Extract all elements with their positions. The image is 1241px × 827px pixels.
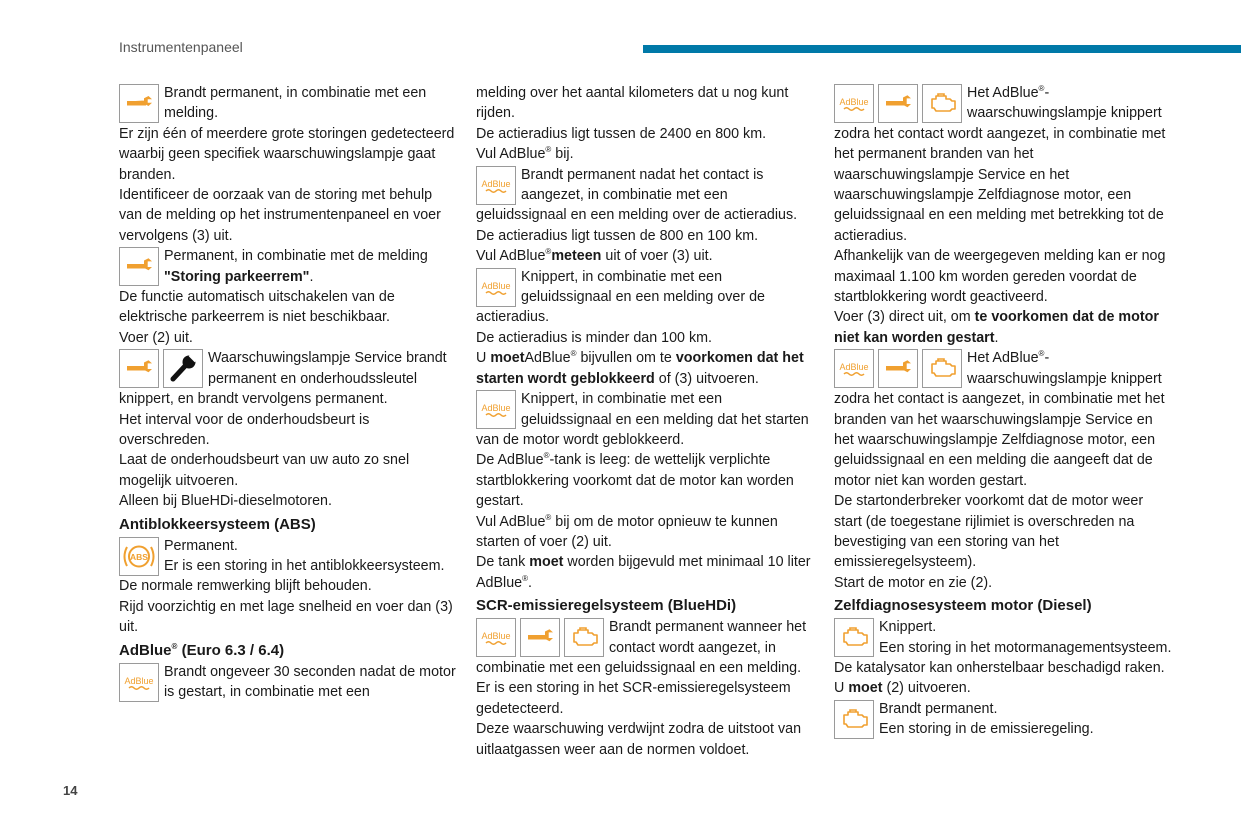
paragraph: Laat de onderhoudsbeurt van uw auto zo snel mogelijk uitvoeren. bbox=[119, 452, 410, 489]
adblue-icon-label: AdBlue bbox=[839, 362, 869, 373]
paragraph: Er is een storing in het SCR-emissieregelsysteem gedetecteerd. bbox=[476, 680, 791, 717]
wrench-icon bbox=[878, 349, 918, 388]
paragraph: De AdBlue®-tank is leeg: de wettelijk verplichte startblokkering voorkomt dat de motor kan worden gestart. bbox=[476, 451, 794, 510]
engine-icon bbox=[922, 349, 962, 388]
adblue-trio-text-1: Het AdBlue®-waarschuwingslampje knippert zodra het contact wordt aangezet, in combinatie met het permanent branden van het waarschuwingslampje Service en het waarschuwingslampje Zelfdiagnose motor, een geluidssignaal en een melding met betrekking tot de actieradius. bbox=[834, 84, 1166, 244]
paragraph: Start de motor en zie (2). bbox=[834, 574, 993, 591]
paragraph: De katalysator kan onherstelbaar beschadigd raken. bbox=[834, 659, 1165, 676]
adblue-icon-label: AdBlue bbox=[481, 280, 511, 291]
adblue-block-3 bbox=[476, 267, 816, 328]
engine-diag-block-2 bbox=[834, 699, 1174, 740]
section-heading-diagnosis: Zelfdiagnosesysteem motor (Diesel) bbox=[834, 597, 1092, 615]
scr-block bbox=[476, 617, 816, 678]
adblue-text-2: Brandt permanent nadat het contact is aangezet, in combinatie met een geluidssignaal en een melding over de actieradius. bbox=[476, 166, 798, 224]
section-heading-scr: SCR-emissieregelsysteem (BlueHDi) bbox=[476, 597, 737, 615]
page-number: 14 bbox=[63, 783, 78, 798]
service-text: Waarschuwingslampje Service brandt permanent en onderhoudssleutel knippert, en brandt vervolgens permanent. bbox=[119, 350, 447, 408]
paragraph: Vul AdBlue®meteen uit of voer (3) uit. bbox=[476, 247, 713, 265]
paragraph: Vul AdBlue® bij om de motor opnieuw te kunnen starten of voer (2) uit. bbox=[476, 512, 778, 550]
engine-diag-line-4: Een storing in de emissieregeling. bbox=[879, 721, 1094, 738]
service-spanner-icon bbox=[163, 349, 203, 388]
paragraph: Vul AdBlue® bij. bbox=[476, 145, 574, 163]
engine-diag-block-1 bbox=[834, 617, 1174, 658]
scr-text: Brandt permanent wanneer het contact wordt aangezet, in combinatie met een geluidssignaal en een melding. bbox=[476, 619, 807, 676]
wrench-warning-block bbox=[119, 83, 459, 124]
abs-line-1: Permanent. bbox=[164, 537, 238, 554]
adblue-icon-label: AdBlue bbox=[124, 675, 154, 686]
paragraph: De actieradius is minder dan 100 km. bbox=[476, 329, 713, 346]
paragraph: Rijd voorzichtig en met lage snelheid en voer dan (3) uit. bbox=[119, 598, 453, 636]
adblue-icon-label: AdBlue bbox=[481, 631, 511, 642]
wrench-icon bbox=[119, 349, 159, 388]
adblue-trio-block-2 bbox=[834, 348, 1174, 491]
parking-brake-text: Permanent, in combinatie met de melding "Storing parkeerrem". bbox=[164, 248, 428, 285]
abs-block bbox=[119, 536, 459, 577]
adblue-block-2 bbox=[476, 165, 816, 226]
wrench-icon bbox=[878, 84, 918, 123]
page-header-title: Instrumentenpaneel bbox=[119, 39, 243, 55]
paragraph: Alleen bij BlueHDi-dieselmotoren. bbox=[119, 493, 332, 510]
adblue-icon bbox=[476, 166, 516, 205]
paragraph: De actieradius ligt tussen de 800 en 100 km. bbox=[476, 227, 759, 244]
paragraph: Voer (3) direct uit, om te voorkomen dat de motor niet kan worden gestart. bbox=[834, 309, 1159, 346]
column-3 bbox=[834, 83, 1174, 740]
wrench-warning-text: Brandt permanent, in combinatie met een melding. bbox=[164, 85, 427, 122]
paragraph: De functie automatisch uitschakelen van de elektrische parkeerrem is niet beschikbaar. bbox=[119, 289, 395, 326]
adblue-icon-label: AdBlue bbox=[481, 403, 511, 414]
wrench-icon bbox=[520, 618, 560, 657]
adblue-icon bbox=[119, 663, 159, 702]
engine-icon bbox=[834, 700, 874, 739]
adblue-text-4: Knippert, in combinatie met een geluidssignaal en een melding dat het starten van de motor wordt geblokkeerd. bbox=[476, 391, 809, 448]
adblue-text-1: Brandt ongeveer 30 seconden nadat de motor is gestart, in combinatie met een bbox=[164, 663, 456, 700]
paragraph: De actieradius ligt tussen de 2400 en 800 km. bbox=[476, 125, 767, 142]
paragraph: Afhankelijk van de weergegeven melding kan er nog maximaal 1.100 km worden gereden voordat de startblokkering wordt geactiveerd. bbox=[834, 248, 1166, 306]
abs-icon-label: ABS bbox=[130, 551, 148, 562]
paragraph: De normale remwerking blijft behouden. bbox=[119, 578, 372, 595]
engine-diag-line-1: Knippert. bbox=[879, 619, 937, 636]
paragraph: melding over het aantal kilometers dat u nog kunt rijden. bbox=[476, 85, 789, 122]
engine-icon bbox=[922, 84, 962, 123]
adblue-block-4 bbox=[476, 389, 816, 450]
adblue-icon bbox=[834, 84, 874, 123]
adblue-icon bbox=[476, 618, 516, 657]
paragraph: Deze waarschuwing verdwijnt zodra de uitstoot van uitlaatgassen weer aan de normen voldoet. bbox=[476, 721, 802, 758]
paragraph: Het interval voor de onderhoudsbeurt is overschreden. bbox=[119, 411, 370, 448]
column-2 bbox=[476, 83, 816, 760]
abs-line-2: Er is een storing in het antiblokkeersysteem. bbox=[164, 557, 445, 574]
paragraph: De startonderbreker voorkomt dat de motor weer start (de toegestane rijlimiet is overschreden na bevestiging van een storing van het emissieregelsysteem). bbox=[834, 493, 1144, 571]
paragraph: U moetAdBlue® bijvullen om te voorkomen dat het starten wordt geblokkeerd of (3) uitvoeren. bbox=[476, 349, 804, 387]
service-block bbox=[119, 348, 459, 409]
adblue-trio-block-1 bbox=[834, 83, 1174, 246]
section-heading-abs: Antiblokkeersysteem (ABS) bbox=[119, 515, 316, 533]
paragraph: Identificeer de oorzaak van de storing met behulp van de melding op het instrumentenpaneel en voer vervolgens (3) uit. bbox=[119, 187, 441, 244]
paragraph: Er zijn één of meerdere grote storingen gedetecteerd waarbij geen specifiek waarschuwingslampje gaat branden. bbox=[119, 125, 455, 183]
engine-icon bbox=[834, 618, 874, 657]
paragraph: De tank moet worden bijgevuld met minimaal 10 liter AdBlue®. bbox=[476, 554, 811, 591]
paragraph: U moet (2) uitvoeren. bbox=[834, 680, 971, 697]
engine-icon bbox=[564, 618, 604, 657]
parking-brake-block bbox=[119, 246, 459, 287]
adblue-icon bbox=[476, 268, 516, 307]
header-accent-bar bbox=[643, 45, 1241, 53]
engine-diag-line-3: Brandt permanent. bbox=[879, 700, 998, 717]
engine-diag-line-2: Een storing in het motormanagementsysteem. bbox=[879, 639, 1172, 656]
wrench-icon bbox=[119, 84, 159, 123]
abs-icon bbox=[119, 537, 159, 576]
wrench-icon bbox=[119, 247, 159, 286]
adblue-icon-label: AdBlue bbox=[839, 97, 869, 107]
adblue-text-3: Knippert, in combinatie met een geluidssignaal en een melding over de actieradius. bbox=[476, 268, 766, 326]
adblue-icon bbox=[476, 390, 516, 429]
adblue-icon bbox=[834, 349, 874, 388]
adblue-icon-label: AdBlue bbox=[481, 178, 511, 189]
adblue-trio-text-2: Het AdBlue®-waarschuwingslampje knippert zodra het contact is aangezet, in combinatie met het branden van het waarschuwingslampje Service en het waarschuwingslampje Zelfdiagnose motor, een geluidssignaal en een melding die aangeeft dat de motor niet kan worden gestart. bbox=[834, 349, 1165, 489]
column-1 bbox=[119, 83, 459, 702]
paragraph: Voer (2) uit. bbox=[119, 329, 193, 346]
section-heading-adblue: AdBlue® (Euro 6.3 / 6.4) bbox=[119, 641, 285, 659]
adblue-block-1 bbox=[119, 662, 459, 703]
